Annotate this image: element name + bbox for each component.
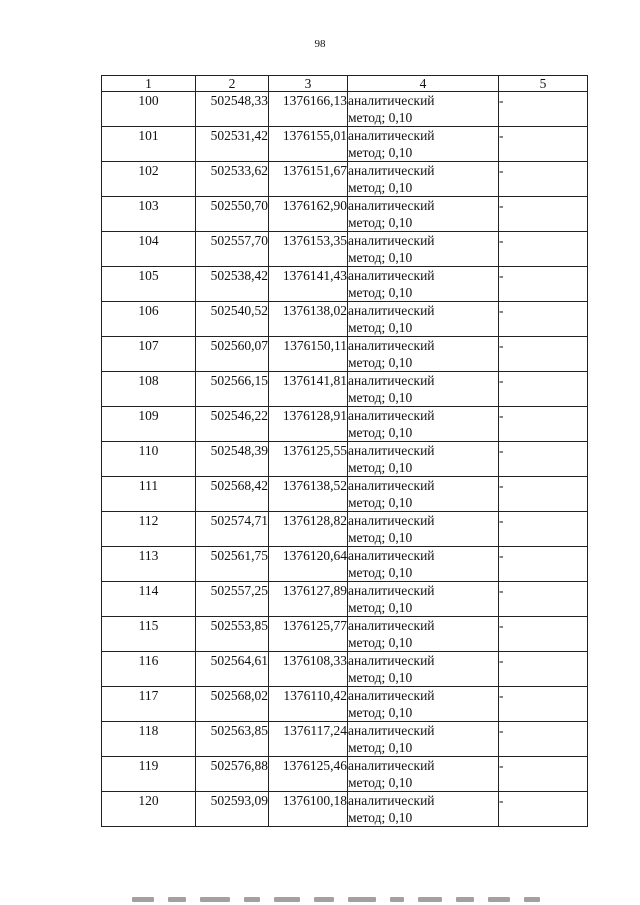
method-cell	[348, 337, 499, 372]
coordinate-y-cell: 1376153,35	[269, 232, 348, 267]
coordinate-x-cell: 502540,52	[196, 302, 269, 337]
coordinate-y-cell: 1376110,42	[269, 687, 348, 722]
note-cell: -	[499, 302, 588, 337]
method-name: аналитический	[348, 93, 435, 108]
method-cell	[348, 232, 499, 267]
table-row	[102, 582, 588, 617]
method-name: аналитический	[348, 303, 435, 318]
table-row	[102, 512, 588, 547]
method-accuracy: метод; 0,10	[348, 810, 413, 825]
table-row	[102, 337, 588, 372]
coordinate-x-cell: 502566,15	[196, 372, 269, 407]
method-cell	[348, 722, 499, 757]
coordinate-y-cell: 1376125,77	[269, 617, 348, 652]
note-cell: -	[499, 162, 588, 197]
point-number-cell: 102	[102, 162, 196, 197]
method-cell	[348, 687, 499, 722]
method-cell	[348, 92, 499, 127]
method-accuracy: метод; 0,10	[348, 320, 413, 335]
method-name: аналитический	[348, 688, 435, 703]
method-cell	[348, 652, 499, 687]
method-name: аналитический	[348, 758, 435, 773]
method-cell	[348, 792, 499, 827]
table-row	[102, 197, 588, 232]
point-number-cell: 109	[102, 407, 196, 442]
method-name: аналитический	[348, 653, 435, 668]
coordinates-table	[101, 75, 588, 827]
method-accuracy: метод; 0,10	[348, 565, 413, 580]
note-cell: -	[499, 92, 588, 127]
coordinate-x-cell: 502550,70	[196, 197, 269, 232]
method-cell	[348, 477, 499, 512]
point-number-cell: 114	[102, 582, 196, 617]
coordinate-x-cell: 502546,22	[196, 407, 269, 442]
method-accuracy: метод; 0,10	[348, 705, 413, 720]
table-row	[102, 302, 588, 337]
table-row	[102, 127, 588, 162]
table-row	[102, 162, 588, 197]
method-name: аналитический	[348, 373, 435, 388]
table-row	[102, 442, 588, 477]
point-number-cell: 120	[102, 792, 196, 827]
page-number: 98	[314, 38, 326, 50]
coordinate-x-cell: 502568,02	[196, 687, 269, 722]
method-name: аналитический	[348, 583, 435, 598]
column-header-4: 4	[348, 76, 499, 92]
coordinate-y-cell: 1376117,24	[269, 722, 348, 757]
point-number-cell: 112	[102, 512, 196, 547]
method-cell	[348, 267, 499, 302]
point-number-cell: 118	[102, 722, 196, 757]
point-number-cell: 103	[102, 197, 196, 232]
method-name: аналитический	[348, 723, 435, 738]
coordinate-x-cell: 502563,85	[196, 722, 269, 757]
point-number-cell: 117	[102, 687, 196, 722]
coordinate-x-cell: 502531,42	[196, 127, 269, 162]
table-row	[102, 617, 588, 652]
note-cell: -	[499, 232, 588, 267]
method-accuracy: метод; 0,10	[348, 495, 413, 510]
method-name: аналитический	[348, 408, 435, 423]
method-cell	[348, 162, 499, 197]
point-number-cell: 110	[102, 442, 196, 477]
coordinate-y-cell: 1376155,01	[269, 127, 348, 162]
table-row	[102, 477, 588, 512]
point-number-cell: 105	[102, 267, 196, 302]
table-header	[102, 76, 588, 92]
note-cell: -	[499, 582, 588, 617]
method-name: аналитический	[348, 268, 435, 283]
method-name: аналитический	[348, 793, 435, 808]
coordinate-x-cell: 502574,71	[196, 512, 269, 547]
column-header-3: 3	[269, 76, 348, 92]
method-accuracy: метод; 0,10	[348, 180, 413, 195]
coordinate-x-cell: 502557,25	[196, 582, 269, 617]
note-cell: -	[499, 792, 588, 827]
method-name: аналитический	[348, 478, 435, 493]
coordinate-y-cell: 1376150,11	[269, 337, 348, 372]
coordinate-y-cell: 1376138,02	[269, 302, 348, 337]
method-cell	[348, 197, 499, 232]
method-accuracy: метод; 0,10	[348, 215, 413, 230]
coordinate-x-cell: 502560,07	[196, 337, 269, 372]
table-row	[102, 372, 588, 407]
method-accuracy: метод; 0,10	[348, 775, 413, 790]
note-cell: -	[499, 442, 588, 477]
method-cell	[348, 617, 499, 652]
note-cell: -	[499, 337, 588, 372]
coordinate-x-cell: 502533,62	[196, 162, 269, 197]
coordinate-y-cell: 1376108,33	[269, 652, 348, 687]
coordinate-x-cell: 502564,61	[196, 652, 269, 687]
coordinate-x-cell: 502553,85	[196, 617, 269, 652]
table-row	[102, 687, 588, 722]
point-number-cell: 111	[102, 477, 196, 512]
coordinate-x-cell: 502561,75	[196, 547, 269, 582]
column-header-5: 5	[499, 76, 588, 92]
point-number-cell: 104	[102, 232, 196, 267]
column-header-2: 2	[196, 76, 269, 92]
note-cell: -	[499, 652, 588, 687]
table-body	[102, 92, 588, 827]
note-cell: -	[499, 687, 588, 722]
point-number-cell: 108	[102, 372, 196, 407]
method-accuracy: метод; 0,10	[348, 740, 413, 755]
method-cell	[348, 442, 499, 477]
table-row	[102, 547, 588, 582]
point-number-cell: 107	[102, 337, 196, 372]
coordinate-y-cell: 1376125,46	[269, 757, 348, 792]
coordinate-y-cell: 1376162,90	[269, 197, 348, 232]
coordinate-y-cell: 1376128,91	[269, 407, 348, 442]
method-name: аналитический	[348, 198, 435, 213]
method-name: аналитический	[348, 443, 435, 458]
coordinate-x-cell: 502557,70	[196, 232, 269, 267]
coordinate-y-cell: 1376100,18	[269, 792, 348, 827]
table-row	[102, 92, 588, 127]
method-name: аналитический	[348, 163, 435, 178]
coordinate-y-cell: 1376128,82	[269, 512, 348, 547]
coordinate-x-cell: 502548,39	[196, 442, 269, 477]
coordinate-x-cell: 502593,09	[196, 792, 269, 827]
method-cell	[348, 547, 499, 582]
method-accuracy: метод; 0,10	[348, 670, 413, 685]
note-cell: -	[499, 512, 588, 547]
method-accuracy: метод; 0,10	[348, 460, 413, 475]
coordinate-y-cell: 1376125,55	[269, 442, 348, 477]
note-cell: -	[499, 477, 588, 512]
coordinate-y-cell: 1376151,67	[269, 162, 348, 197]
point-number-cell: 106	[102, 302, 196, 337]
table-row	[102, 722, 588, 757]
method-name: аналитический	[348, 233, 435, 248]
method-accuracy: метод; 0,10	[348, 425, 413, 440]
coordinate-x-cell: 502548,33	[196, 92, 269, 127]
note-cell: -	[499, 722, 588, 757]
note-cell: -	[499, 407, 588, 442]
table-row	[102, 652, 588, 687]
method-accuracy: метод; 0,10	[348, 635, 413, 650]
note-cell: -	[499, 547, 588, 582]
point-number-cell: 113	[102, 547, 196, 582]
table-row	[102, 407, 588, 442]
method-cell	[348, 407, 499, 442]
coordinate-x-cell: 502538,42	[196, 267, 269, 302]
coordinate-x-cell: 502576,88	[196, 757, 269, 792]
method-accuracy: метод; 0,10	[348, 600, 413, 615]
coordinate-y-cell: 1376127,89	[269, 582, 348, 617]
coordinate-y-cell: 1376166,13	[269, 92, 348, 127]
note-cell: -	[499, 127, 588, 162]
column-header-1: 1	[102, 76, 196, 92]
method-name: аналитический	[348, 338, 435, 353]
table-row	[102, 232, 588, 267]
method-cell	[348, 757, 499, 792]
table-row	[102, 757, 588, 792]
method-accuracy: метод; 0,10	[348, 530, 413, 545]
coordinate-y-cell: 1376141,43	[269, 267, 348, 302]
point-number-cell: 115	[102, 617, 196, 652]
method-name: аналитический	[348, 513, 435, 528]
point-number-cell: 100	[102, 92, 196, 127]
method-cell	[348, 302, 499, 337]
method-accuracy: метод; 0,10	[348, 110, 413, 125]
note-cell: -	[499, 197, 588, 232]
method-name: аналитический	[348, 548, 435, 563]
coordinate-y-cell: 1376138,52	[269, 477, 348, 512]
coordinate-y-cell: 1376141,81	[269, 372, 348, 407]
note-cell: -	[499, 617, 588, 652]
point-number-cell: 119	[102, 757, 196, 792]
note-cell: -	[499, 267, 588, 302]
method-cell	[348, 127, 499, 162]
method-accuracy: метод; 0,10	[348, 145, 413, 160]
method-accuracy: метод; 0,10	[348, 390, 413, 405]
point-number-cell: 116	[102, 652, 196, 687]
coordinate-y-cell: 1376120,64	[269, 547, 348, 582]
note-cell: -	[499, 372, 588, 407]
note-cell: -	[499, 757, 588, 792]
scan-edge-artifact	[132, 897, 632, 903]
method-name: аналитический	[348, 128, 435, 143]
method-cell	[348, 582, 499, 617]
method-cell	[348, 512, 499, 547]
coordinate-x-cell: 502568,42	[196, 477, 269, 512]
method-accuracy: метод; 0,10	[348, 355, 413, 370]
method-accuracy: метод; 0,10	[348, 285, 413, 300]
method-name: аналитический	[348, 618, 435, 633]
method-cell	[348, 372, 499, 407]
table-row	[102, 792, 588, 827]
method-accuracy: метод; 0,10	[348, 250, 413, 265]
point-number-cell: 101	[102, 127, 196, 162]
table-row	[102, 267, 588, 302]
header-row	[102, 76, 588, 92]
